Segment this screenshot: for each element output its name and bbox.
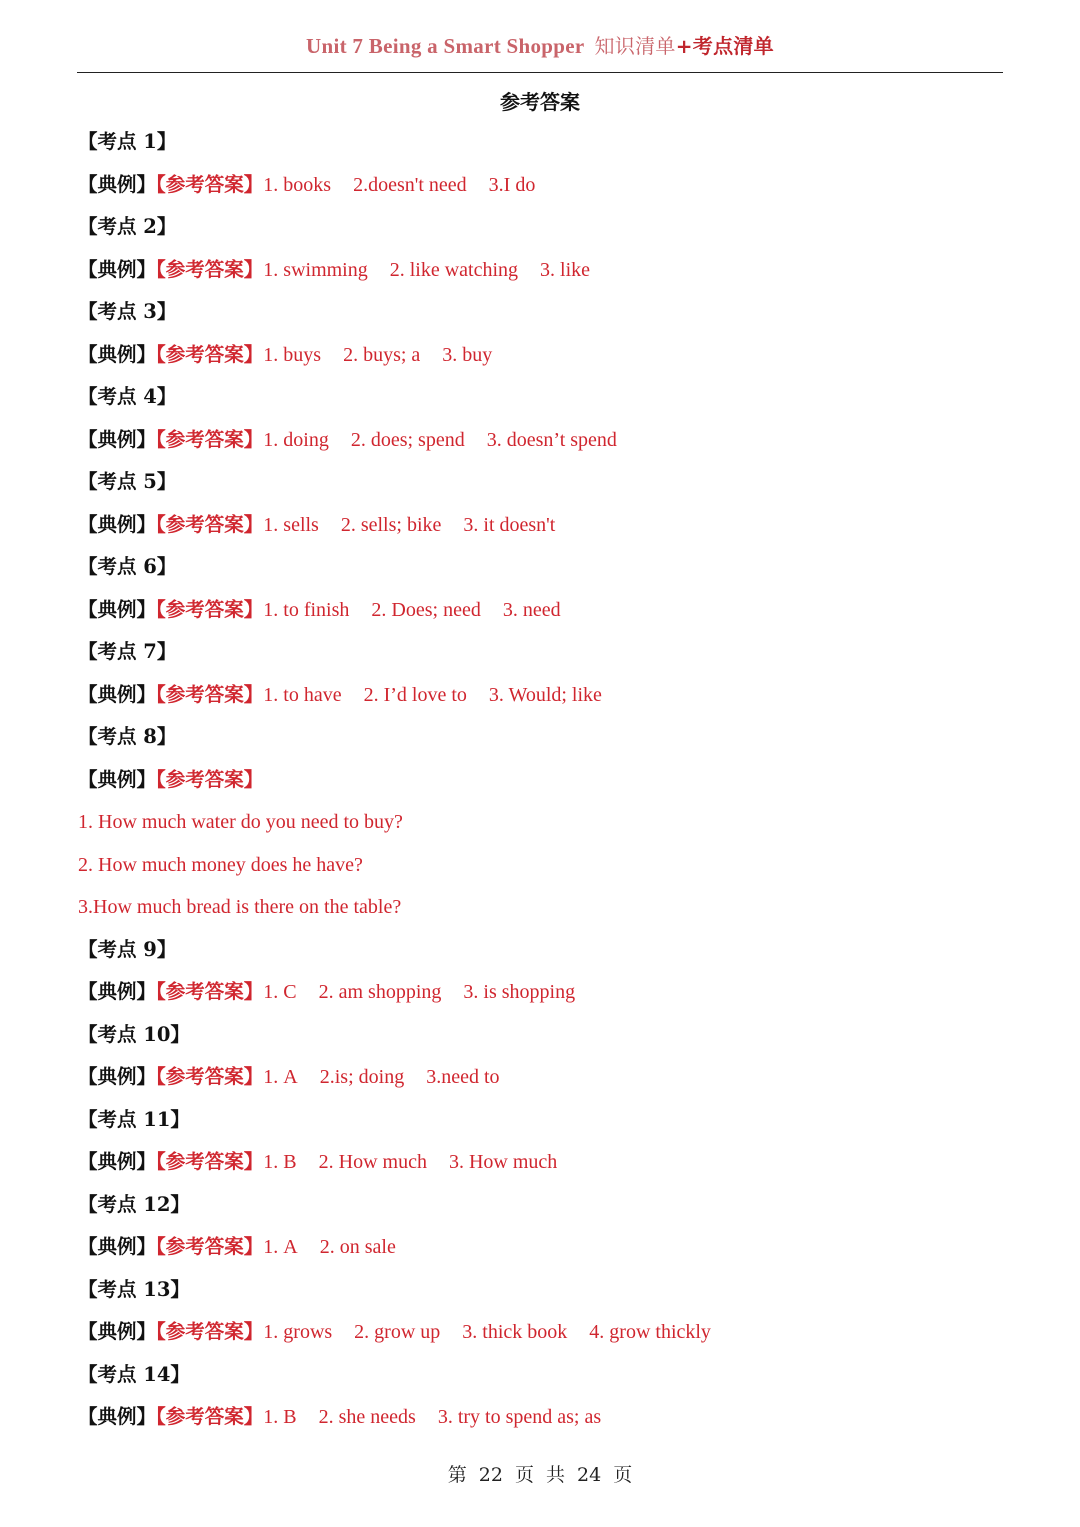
example-label: 【典例】 [78,427,157,451]
answer-label: 【参考答案】 [156,767,264,791]
answer-item: 3. is shopping [463,981,576,1003]
answer-items [263,1066,521,1088]
kaodian-heading: 【考点 1】 [78,130,177,153]
answer-item: 1. B [263,1406,297,1428]
kaodian-heading: 【考点 10】 [78,1022,190,1046]
page-footer: 第 22 页 共 24 页 [447,1464,633,1486]
answer-sentence: 3.How much bread is there on the table? [78,896,402,918]
example-answer-row [78,1056,1018,1099]
answer-item: 3.I do [488,173,536,196]
answer-item: 2.doesn't need [353,173,467,196]
answer-items [263,1321,733,1343]
answer-item: 2. I’d love to [363,683,467,706]
answer-label: 【参考答案】 [156,257,264,281]
answer-items [263,1151,579,1173]
answer-label: 【参考答案】 [156,980,264,1003]
answer-item: 3. try to spend as; as [437,1406,602,1428]
answer-item: 3. need [502,598,561,621]
header-divider [77,72,1003,73]
page-header [0,30,1080,59]
answer-label: 【参考答案】 [156,427,264,451]
example-label: 【典例】 [78,682,157,706]
answer-sentence: 2. How much money does he have? [78,853,363,876]
answer-items [263,259,612,281]
example-answer-row [78,971,1018,1014]
answer-label: 【参考答案】 [156,1065,264,1088]
answer-item: 1. B [263,1151,297,1173]
answer-items [263,981,597,1003]
example-label: 【典例】 [78,767,157,791]
example-label: 【典例】 [78,980,157,1003]
example-answer-row [78,419,1018,462]
answer-item: 3. like [540,258,591,281]
answer-item: 1. A [263,1066,298,1088]
answer-items [263,174,557,196]
example-label: 【典例】 [78,1150,157,1173]
answer-item: 1. doing [263,428,329,451]
answer-list [78,121,1018,1439]
example-answer-row [78,759,1018,802]
answer-label: 【参考答案】 [156,342,264,366]
answer-label: 【参考答案】 [156,512,264,536]
answer-label: 【参考答案】 [156,1150,264,1173]
answer-item: 2. grow up [354,1321,441,1343]
kaodian-heading: 【考点 4】 [78,385,177,408]
answer-item: 2. Does; need [371,598,481,621]
example-answer-row [78,1311,1018,1354]
example-answer-row [78,334,1018,377]
answer-item: 1. sells [263,513,319,536]
header-knowledge-list: 知识清单 [594,34,676,58]
answer-item: 2.is; doing [319,1066,405,1088]
kaodian-heading: 【考点 9】 [78,937,177,961]
example-answer-row [78,1226,1018,1269]
answer-items [263,514,577,536]
answer-item: 3. Would; like [488,683,602,706]
answer-label: 【参考答案】 [156,1405,264,1428]
answer-item: 2. How much [318,1151,427,1173]
kaodian-heading: 【考点 5】 [78,470,177,493]
example-label: 【典例】 [78,1320,157,1343]
kaodian-heading: 【考点 13】 [78,1277,190,1301]
answer-item: 3. doesn’t spend [486,428,617,451]
answer-sentence: 1. How much water do you need to buy? [78,811,403,833]
example-label: 【典例】 [78,597,157,621]
example-answer-row [78,249,1018,292]
answer-label: 【参考答案】 [156,172,264,196]
kaodian-heading: 【考点 7】 [78,640,177,663]
answer-label: 【参考答案】 [156,597,264,621]
example-label: 【典例】 [78,1235,157,1258]
answer-item: 1. buys [263,343,322,366]
example-label: 【典例】 [78,512,157,536]
kaodian-heading: 【考点 12】 [78,1192,190,1216]
answer-item: 2. does; spend [350,428,465,451]
answer-item: 1. to finish [263,598,350,621]
answer-label: 【参考答案】 [156,682,264,706]
kaodian-heading: 【考点 6】 [78,555,177,578]
example-label: 【典例】 [78,342,157,366]
answer-item: 3. thick book [462,1321,568,1343]
answer-items [263,684,624,706]
answer-item: 2. on sale [319,1236,396,1258]
answer-label: 【参考答案】 [156,1235,264,1258]
example-label: 【典例】 [78,1065,157,1088]
kaodian-heading: 【考点 8】 [78,725,177,748]
answer-items [263,429,639,451]
answer-item: 1. books [263,173,332,196]
answer-item: 2. am shopping [318,981,442,1003]
example-label: 【典例】 [78,257,157,281]
answer-item: 1. grows [263,1321,333,1343]
answer-item: 2. like watching [389,258,519,281]
example-answer-row [78,1396,1018,1439]
answer-items [263,1236,418,1258]
kaodian-heading: 【考点 11】 [78,1107,190,1131]
example-answer-row [78,589,1018,632]
kaodian-heading: 【考点 2】 [78,215,177,238]
example-answer-row [78,164,1018,207]
answer-item: 3. buy [442,343,493,366]
answer-items [263,344,514,366]
answer-items [263,1406,623,1428]
answer-item: 1. to have [263,683,342,706]
example-answer-row [78,504,1018,547]
example-answer-row [78,674,1018,717]
answer-item: 3. How much [448,1151,558,1173]
page-title: 参考答案 [500,90,580,114]
example-label: 【典例】 [78,172,157,196]
answer-item: 1. C [263,981,297,1003]
answer-item: 1. swimming [263,258,368,281]
answer-items [263,599,582,621]
answer-item: 1. A [263,1236,298,1258]
example-answer-row [78,1141,1018,1184]
answer-item: 4. grow thickly [589,1321,711,1343]
kaodian-heading: 【考点 14】 [78,1362,190,1386]
answer-item: 2. sells; bike [340,513,442,536]
kaodian-heading: 【考点 3】 [78,300,177,323]
header-exam-points: +考点清单 [675,34,774,58]
answer-label: 【参考答案】 [156,1320,264,1343]
answer-item: 3. it doesn't [463,513,556,536]
answer-item: 3.need to [426,1066,500,1088]
answer-item: 2. she needs [318,1406,416,1428]
unit-title: Unit 7 Being a Smart Shopper [306,34,585,58]
example-label: 【典例】 [78,1405,157,1428]
answer-item: 2. buys; a [343,343,421,366]
